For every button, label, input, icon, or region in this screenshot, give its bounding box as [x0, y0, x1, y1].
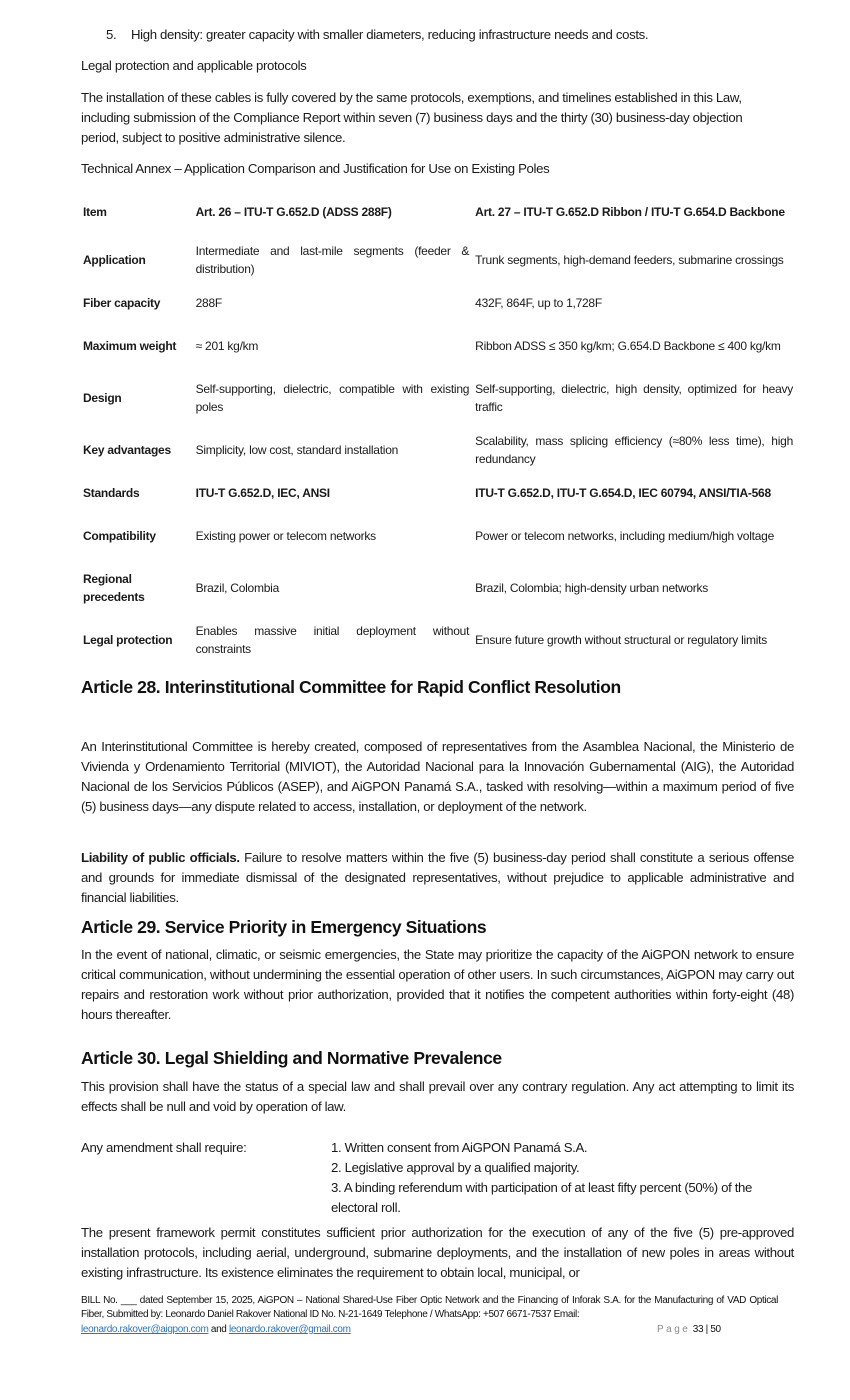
cell-art26: Simplicity, low cost, standard installation — [195, 443, 399, 457]
footer-bill-text: BILL No. ___ dated September 15, 2025, AiGPON – National Shared-Use Fiber Optic Network and the Financing of Inforak S.A. for the Manufacturing of VAD Optical Fiber, Submitted by: Leonardo Daniel Rakover National ID No. N-21-1649 Telephone / WhatsApp: +507 6671-7537 Email: — [81, 1295, 778, 1320]
list-number: 5. — [106, 27, 117, 42]
cell-art26: Brazil, Colombia — [195, 581, 279, 595]
annex-title: Technical Annex – Application Comparison and Justification for Use on Existing Poles — [81, 161, 550, 176]
table-row — [80, 234, 796, 286]
cell-art26: Existing power or telecom networks — [195, 529, 376, 543]
page-number — [657, 1323, 721, 1337]
cell-art26: ≈ 201 kg/km — [195, 339, 259, 353]
cell-art27: Scalability, mass splicing efficiency (≈80% less time), high redundancy — [475, 434, 793, 466]
article-28-paragraph: An Interinstitutional Committee is hereby created, composed of representatives from the Asamblea Nacional, the Ministerio de Vivienda y Ordenamiento Territorial (MIVIOT), the Autoridad Nacional para la Innovación Gubernamental (AIG), the Autoridad Nacional de los Servicios Públicos (ASEP), and AiGPON Panamá S.A., tasked with resolving—within a maximum period of five (5) business days—any dispute related to access, installation, or deployment of the network. — [81, 739, 794, 814]
article-28-liability-paragraph — [81, 848, 794, 908]
page-footer — [81, 1294, 778, 1322]
footer-and: and — [208, 1324, 229, 1335]
row-label: Application — [83, 253, 146, 267]
cell-art26: Enables massive initial deployment without constraints — [195, 624, 470, 656]
cell-art27: Ribbon ADSS ≤ 350 kg/km; G.654.D Backbone ≤ 400 kg/km — [475, 339, 781, 353]
framework-permit-paragraph: The present framework permit constitutes sufficient prior authorization for the execution of any of the five (5) pre-approved installation protocols, including aerial, underground, submarine deployments, and the installation of new poles in areas without existing infrastructure. Its existence eliminates the requirement to obtain local, municipal, or — [81, 1225, 794, 1280]
amendment-item: 1. Written consent from AiGPON Panamá S.A. — [331, 1140, 588, 1155]
table-row — [80, 286, 796, 320]
cell-art27: ITU-T G.652.D, ITU-T G.654.D, IEC 60794, ANSI/TIA-568 — [475, 486, 771, 500]
table-header-row — [80, 190, 796, 234]
row-label: Maximum weight — [83, 339, 177, 353]
cell-art27: 432F, 864F, up to 1,728F — [475, 296, 602, 310]
table-row — [80, 562, 796, 614]
row-label: Fiber capacity — [83, 296, 161, 310]
legal-protection-heading: Legal protection and applicable protocols — [81, 58, 307, 73]
header-art27: Art. 27 – ITU-T G.652.D Ribbon / ITU-T G.654.D Backbone — [475, 205, 785, 219]
cell-art27: Brazil, Colombia; high-density urban networks — [475, 581, 709, 595]
cell-art26: ITU-T G.652.D, IEC, ANSI — [195, 486, 330, 500]
table-row — [80, 476, 796, 510]
list-text: High density: greater capacity with smaller diameters, reducing infrastructure needs and costs. — [130, 27, 649, 42]
row-label: Legal protection — [83, 633, 173, 647]
footer-emails — [81, 1323, 351, 1337]
table-row — [80, 424, 796, 476]
table-row — [80, 320, 796, 372]
page-count: 33 | 50 — [692, 1324, 721, 1335]
table-row — [80, 510, 796, 562]
article-28-title: Article 28. Interinstitutional Committee for Rapid Conflict Resolution — [81, 677, 621, 697]
amendment-item: 2. Legislative approval by a qualified majority. — [331, 1160, 580, 1175]
article-30-paragraph: This provision shall have the status of a special law and shall prevail over any contrary regulation. Any act attempting to limit its effects shall be null and void by operation of law. — [81, 1079, 794, 1114]
amendment-item: 3. A binding referendum with participation of at least fifty percent (50%) of the electoral roll. — [331, 1180, 753, 1215]
comparison-table — [80, 190, 796, 666]
liability-label: Liability of public officials. — [81, 850, 240, 865]
article-29-paragraph: In the event of national, climatic, or seismic emergencies, the State may prioritize the capacity of the AiGPON network to ensure critical communication, without undermining the essential operation of other users. In such circumstances, AiGPON may carry out repairs and restoration work without prior authorization, provided that it notifies the competent authorities within forty-eight (48) hours thereafter. — [81, 947, 794, 1022]
cell-art27: Ensure future growth without structural or regulatory limits — [475, 633, 767, 647]
row-label: Key advantages — [83, 443, 171, 457]
email-link-gmail[interactable]: leonardo.rakover@gmail.com — [228, 1324, 351, 1335]
amendment-label: Any amendment shall require: — [81, 1140, 247, 1155]
header-item: Item — [83, 205, 107, 219]
row-label: Design — [83, 391, 122, 405]
table-row — [80, 614, 796, 666]
list-item-5 — [106, 25, 806, 45]
page-word: Page — [657, 1324, 691, 1335]
header-art26: Art. 26 – ITU-T G.652.D (ADSS 288F) — [195, 205, 392, 219]
cell-art26: Self-supporting, dielectric, compatible with existing poles — [195, 382, 470, 414]
row-label: Compatibility — [83, 529, 156, 543]
cell-art27: Trunk segments, high-demand feeders, submarine crossings — [475, 253, 784, 267]
article-30-title: Article 30. Legal Shielding and Normative Prevalence — [81, 1048, 502, 1068]
email-link-aigpon[interactable]: leonardo.rakover@aigpon.com — [81, 1324, 209, 1335]
cell-art26: 288F — [195, 296, 222, 310]
cell-art27: Self-supporting, dielectric, high density, optimized for heavy traffic — [475, 382, 793, 414]
liability-text: Failure to resolve matters within the five (5) business-day period shall constitute a serious offense and grounds for immediate dismissal of the designated representatives, without prejudice to applicable administrative and financial liabilities. — [81, 850, 794, 905]
legal-protection-paragraph: The installation of these cables is fully covered by the same protocols, exemptions, and timelines established in this Law, including submission of the Compliance Report within seven (7) business days and the thirty (30) business-day objection period, subject to positive administrative silence. — [81, 90, 743, 145]
cell-art27: Power or telecom networks, including medium/high voltage — [475, 529, 774, 543]
amendment-list — [331, 1138, 797, 1218]
row-label: Regional precedents — [83, 572, 145, 604]
row-label: Standards — [83, 486, 140, 500]
cell-art26: Intermediate and last-mile segments (feeder & distribution) — [195, 244, 470, 276]
table-row — [80, 372, 796, 424]
article-29-title: Article 29. Service Priority in Emergency Situations — [81, 917, 487, 937]
